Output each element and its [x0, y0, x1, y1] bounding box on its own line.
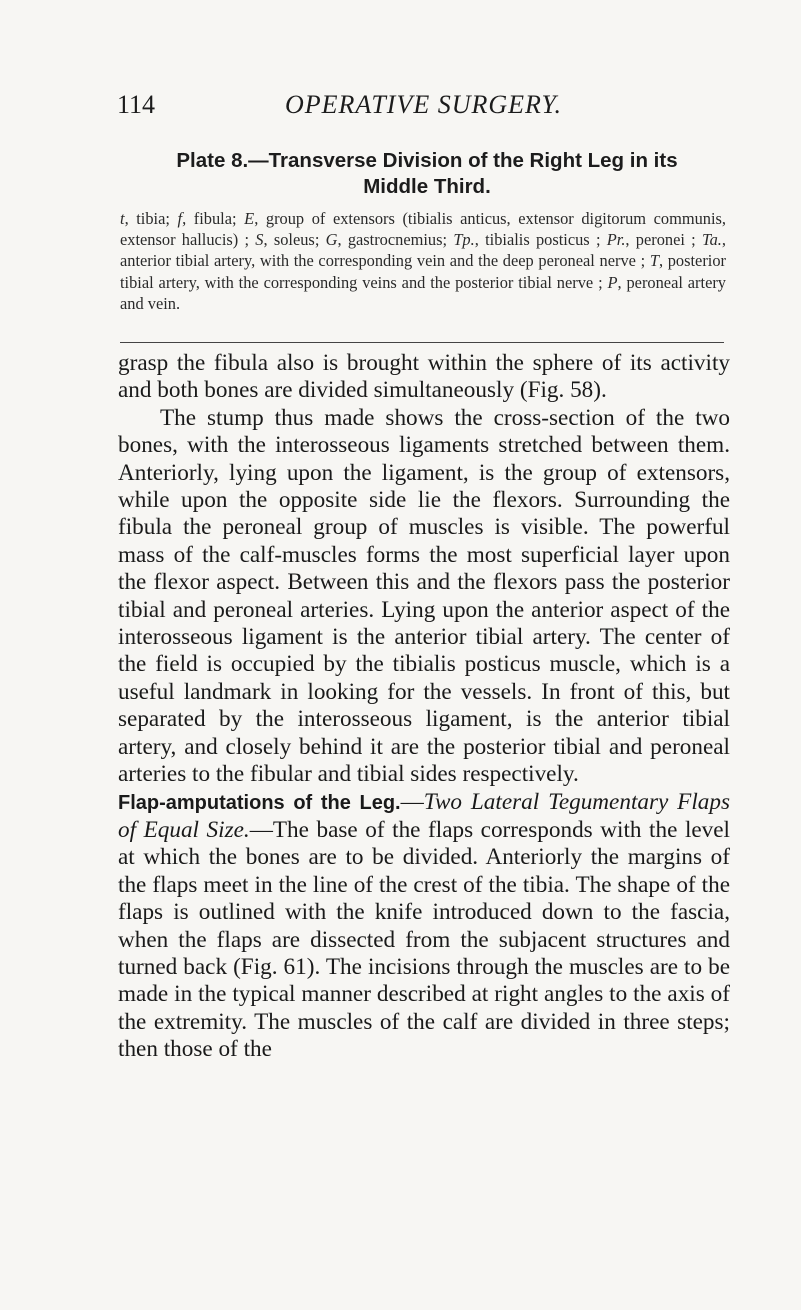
legend-text: , peroneal artery and vein.	[120, 272, 726, 313]
legend-abbr: Tp.	[453, 230, 475, 250]
legend-abbr: Pr.	[606, 230, 626, 250]
plate-legend	[120, 208, 726, 314]
section-dash: —	[400, 788, 424, 815]
legend-abbr: Ta.	[701, 230, 722, 250]
legend-text: , gastrocnemius;	[337, 230, 454, 250]
legend-text: , peronei ;	[625, 230, 702, 250]
legend-abbr: f	[177, 209, 183, 228]
legend-text: , soleus;	[263, 230, 326, 250]
paragraph-2: The stump thus made shows the cross-section of the two bones, with the interosseous ligaments stretched between them. Anteriorly, lying upon the ligament, is the group of extensors, while upon the opposite side lie the flexors. Surrounding the fibula the peroneal group of muscles is visible. The powerful mass of the calf-muscles forms the most superficial layer upon the flexor aspect. Between this and the flexors pass the posterior tibial and peroneal arteries. Lying upon the anterior aspect of the interosseous ligament is the anterior tibial artery. The center of the field is occupied by the tibialis posticus muscle, which is a useful landmark in looking for the vessels. In front of this, but separated by the interosseous ligament, is the anterior tibial artery, and closely behind it are the posterior tibial and peroneal arteries to the fibular and tibial sides respectively.	[118, 404, 730, 788]
legend-abbr: E	[244, 209, 255, 228]
legend-text: , group of extensors (tibialis anticus, extensor digitorum communis, extensor hallucis) ;	[120, 209, 726, 250]
paragraph-1: grasp the fibula also is brought within the sphere of its activity and both bones are divided simultaneously (Fig. 58).	[118, 350, 730, 404]
body-text	[118, 350, 730, 1064]
legend-text: , tibialis posticus ;	[474, 230, 607, 250]
legend-text: , posterior tibial artery, with the corresponding veins and the posterior tibial nerve ;	[120, 251, 726, 292]
page-number: 114	[117, 90, 156, 119]
legend-text: , fibula;	[182, 209, 245, 228]
legend-abbr: t	[120, 209, 125, 228]
legend-abbr: S	[255, 230, 264, 250]
running-title: OPERATIVE SURGERY.	[285, 90, 563, 119]
running-head	[117, 90, 722, 120]
legend-abbr: T	[649, 251, 659, 271]
legend-abbr: P	[607, 272, 618, 292]
separator-rule	[120, 342, 724, 343]
plate-title-line-2: Middle Third.	[363, 175, 491, 198]
plate-title-line-1: Plate 8.—Transverse Division of the Right Leg in its	[176, 149, 678, 172]
legend-text: , tibia;	[124, 209, 178, 228]
legend-abbr: G	[325, 230, 338, 250]
section-subheading: Two Lateral Tegumentary Flaps of Equal Size.	[118, 788, 730, 843]
section-heading: Flap-amputations of the Leg.	[118, 791, 401, 814]
paragraph-3	[118, 789, 730, 1064]
plate-caption-title	[122, 148, 732, 200]
legend-text: , anterior tibial artery, with the corresponding vein and the deep peroneal nerve ;	[120, 230, 726, 271]
paragraph-3-text: —The base of the flaps corresponds with the level at which the bones are to be divided. Anteriorly the margins of the flaps meet in the line of the crest of the tibia. The shape of the flaps is outlined with the knife introduced down to the fascia, when the flaps are dissected from the subjacent structures and turned back (Fig. 61). The incisions through the muscles are to be made in the typical manner described at right angles to the axis of the extremity. The muscles of the calf are divided in three steps; then those of the	[118, 816, 730, 1063]
